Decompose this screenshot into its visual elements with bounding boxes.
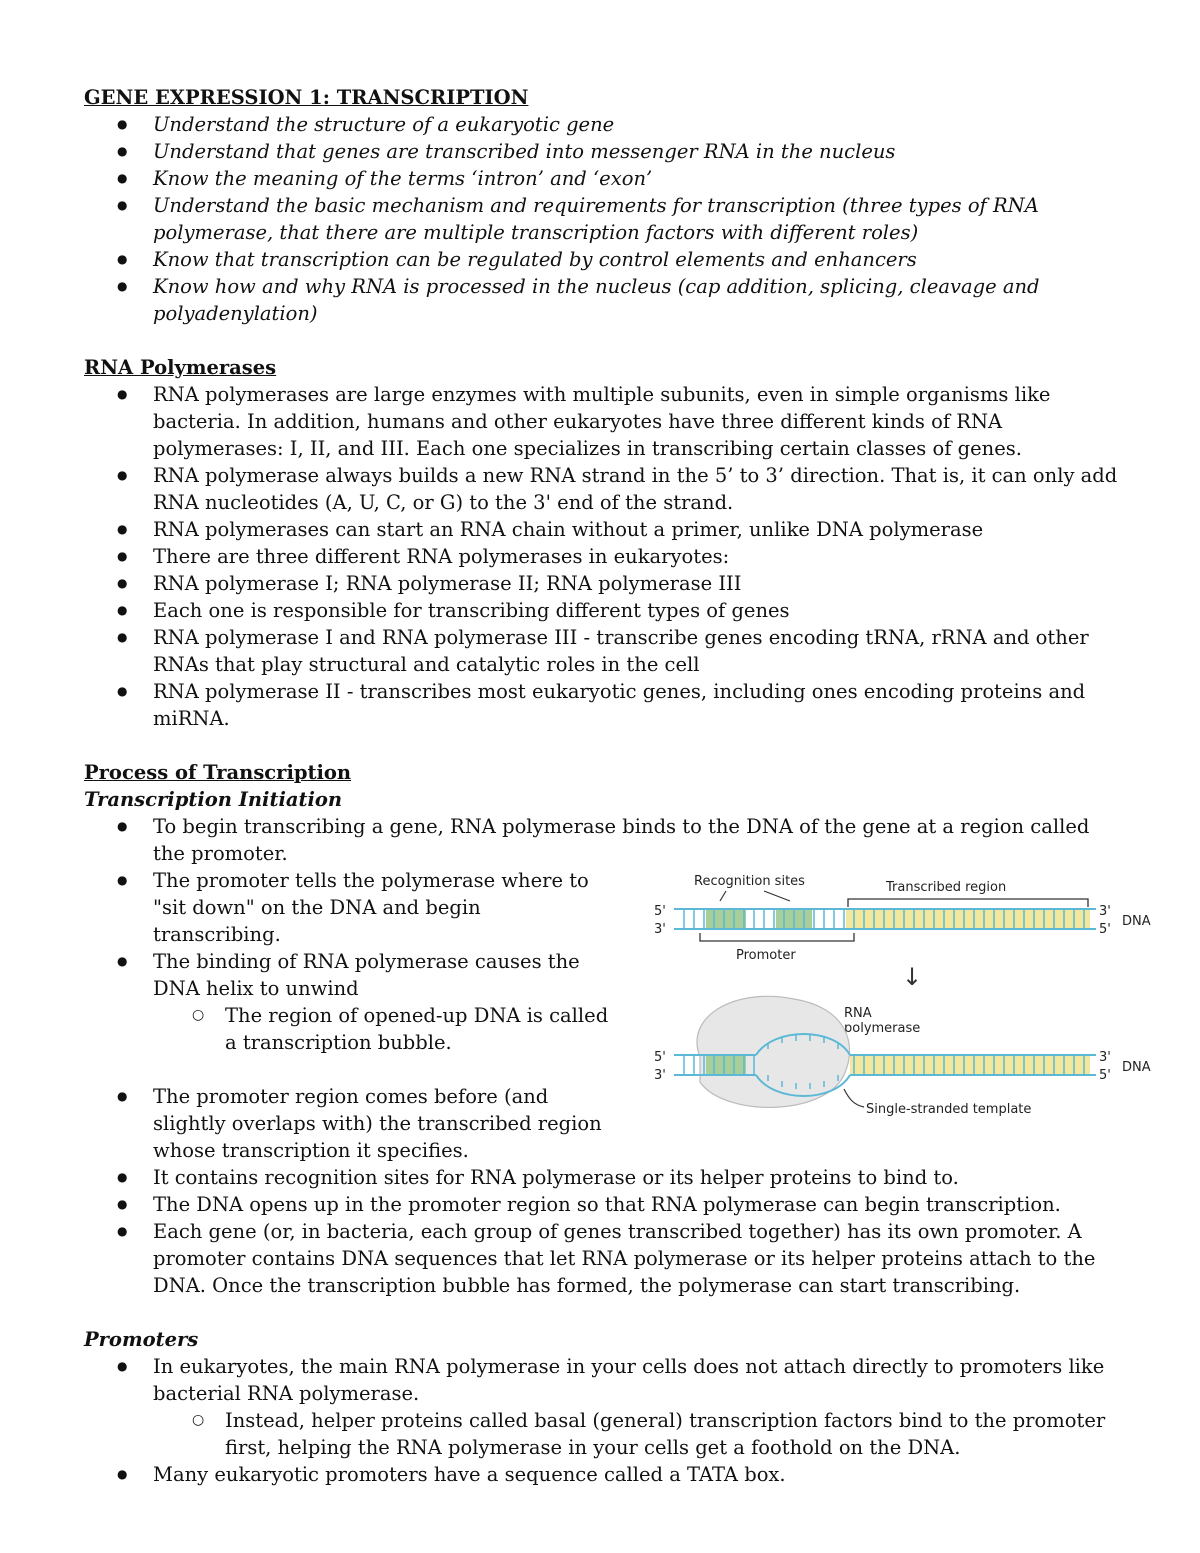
list-item: ● It contains recognition sites for RNA polymerase or its helper proteins to bind to. bbox=[84, 1164, 1124, 1191]
recognition-site-1 bbox=[706, 909, 746, 929]
list-item: ● The promoter tells the polymerase where to "sit down" on the DNA and begin transcribing. bbox=[84, 867, 613, 948]
list-item: ● Understand the basic mechanism and requirements for transcription (three types of RNA polymerase, that there are multiple transcription factors with different roles) bbox=[84, 192, 1124, 246]
list-item: ● In eukaryotes, the main RNA polymerase in your cells does not attach directly to promoters like bacterial RNA polymerase. bbox=[84, 1353, 1124, 1407]
rna-polymerase-shape bbox=[697, 996, 850, 1107]
three-prime-label: 3' bbox=[654, 922, 666, 937]
recognition-sites-label: Recognition sites bbox=[694, 874, 805, 889]
list-item: ● Each one is responsible for transcribing different types of genes bbox=[84, 597, 1124, 624]
figure-row bbox=[84, 867, 1151, 1164]
list-item: ● There are three different RNA polymerases in eukaryotes: bbox=[84, 543, 1124, 570]
transcription-diagram bbox=[644, 867, 1154, 1125]
objectives-list bbox=[84, 111, 1124, 327]
three-prime-label: 3' bbox=[1099, 1050, 1111, 1065]
list-item: ● RNA polymerase I; RNA polymerase II; RNA polymerase III bbox=[84, 570, 1124, 597]
list-item: ● The DNA opens up in the promoter region so that RNA polymerase can begin transcription. bbox=[84, 1191, 1124, 1218]
down-arrow-icon: ↓ bbox=[902, 963, 923, 991]
list-item: ● Know the meaning of the terms ‘intron’ and ‘exon’ bbox=[84, 165, 1124, 192]
five-prime-label: 5' bbox=[1099, 922, 1111, 937]
list-item: ● RNA polymerase I and RNA polymerase III - transcribe genes encoding tRNA, rRNA and other RNAs that play structural and catalytic roles in the cell bbox=[84, 624, 1124, 678]
rna-polymerases-heading: RNA Polymerases bbox=[84, 356, 277, 379]
promoters-list bbox=[84, 1353, 1124, 1488]
rna-polymerases-list bbox=[84, 381, 1124, 732]
rna-polymerase-label: RNA bbox=[844, 1006, 872, 1021]
list-subitem: ○ Instead, helper proteins called basal (general) transcription factors bind to the promoter first, helping the RNA polymerase in your cells get a foothold on the DNA. bbox=[84, 1407, 1124, 1461]
list-item: ● RNA polymerase II - transcribes most eukaryotic genes, including ones encoding proteins and miRNA. bbox=[84, 678, 1124, 732]
list-item: ● Each gene (or, in bacteria, each group of genes transcribed together) has its own promoter. A promoter contains DNA sequences that let RNA polymerase or its helper proteins attach to the DNA. Once the transcription bubble has formed, the polymerase can start transcribing. bbox=[84, 1218, 1124, 1299]
single-strand-label: Single-stranded template bbox=[866, 1102, 1032, 1117]
initiation-list-bottom bbox=[84, 1164, 1124, 1299]
list-item: ● Know that transcription can be regulated by control elements and enhancers bbox=[84, 246, 1124, 273]
five-prime-label: 5' bbox=[654, 1050, 666, 1065]
list-item: ● RNA polymerases are large enzymes with multiple subunits, even in simple organisms like bacteria. In addition, humans and other eukaryotes have three different kinds of RNA polymerases: I, II, and III. Each one specializes in transcribing certain classes of genes. bbox=[84, 381, 1124, 462]
page-title: GENE EXPRESSION 1: TRANSCRIPTION bbox=[84, 86, 529, 109]
list-subitem: ○ The region of opened-up DNA is called a transcription bubble. bbox=[84, 1002, 613, 1056]
dna-label: DNA bbox=[1122, 914, 1151, 929]
list-item: ● Understand that genes are transcribed into messenger RNA in the nucleus bbox=[84, 138, 1124, 165]
base-pairs-top bbox=[684, 909, 1084, 929]
list-item: ● The promoter region comes before (and slightly overlaps with) the transcribed region whose transcription it specifies. bbox=[84, 1083, 613, 1164]
five-prime-label: 5' bbox=[1099, 1068, 1111, 1083]
initiation-subheading: Transcription Initiation bbox=[84, 788, 343, 811]
list-item: ● Many eukaryotic promoters have a sequence called a TATA box. bbox=[84, 1461, 1124, 1488]
list-item: ● To begin transcribing a gene, RNA polymerase binds to the DNA of the gene at a region called the promoter. bbox=[84, 813, 1124, 867]
document-page bbox=[84, 84, 1151, 1488]
list-item: ● Know how and why RNA is processed in the nucleus (cap addition, splicing, cleavage and polyadenylation) bbox=[84, 273, 1124, 327]
rna-polymerase-label: polymerase bbox=[844, 1021, 921, 1036]
list-item: ● RNA polymerase always builds a new RNA strand in the 5’ to 3’ direction. That is, it can only add RNA nucleotides (A, U, C, or G) to the 3' end of the strand. bbox=[84, 462, 1124, 516]
promoter-label: Promoter bbox=[736, 948, 796, 963]
process-heading: Process of Transcription bbox=[84, 761, 352, 784]
three-prime-label: 3' bbox=[1099, 904, 1111, 919]
dna-label: DNA bbox=[1122, 1060, 1151, 1075]
three-prime-label: 3' bbox=[654, 1068, 666, 1083]
list-item: ● RNA polymerases can start an RNA chain without a primer, unlike DNA polymerase bbox=[84, 516, 1124, 543]
promoters-heading: Promoters bbox=[84, 1328, 199, 1351]
five-prime-label: 5' bbox=[654, 904, 666, 919]
list-item: ● Understand the structure of a eukaryotic gene bbox=[84, 111, 1124, 138]
initiation-list-top bbox=[84, 813, 1124, 867]
list-item: ● The binding of RNA polymerase causes the DNA helix to unwind bbox=[84, 948, 613, 1002]
transcribed-region-label: Transcribed region bbox=[886, 880, 1007, 895]
